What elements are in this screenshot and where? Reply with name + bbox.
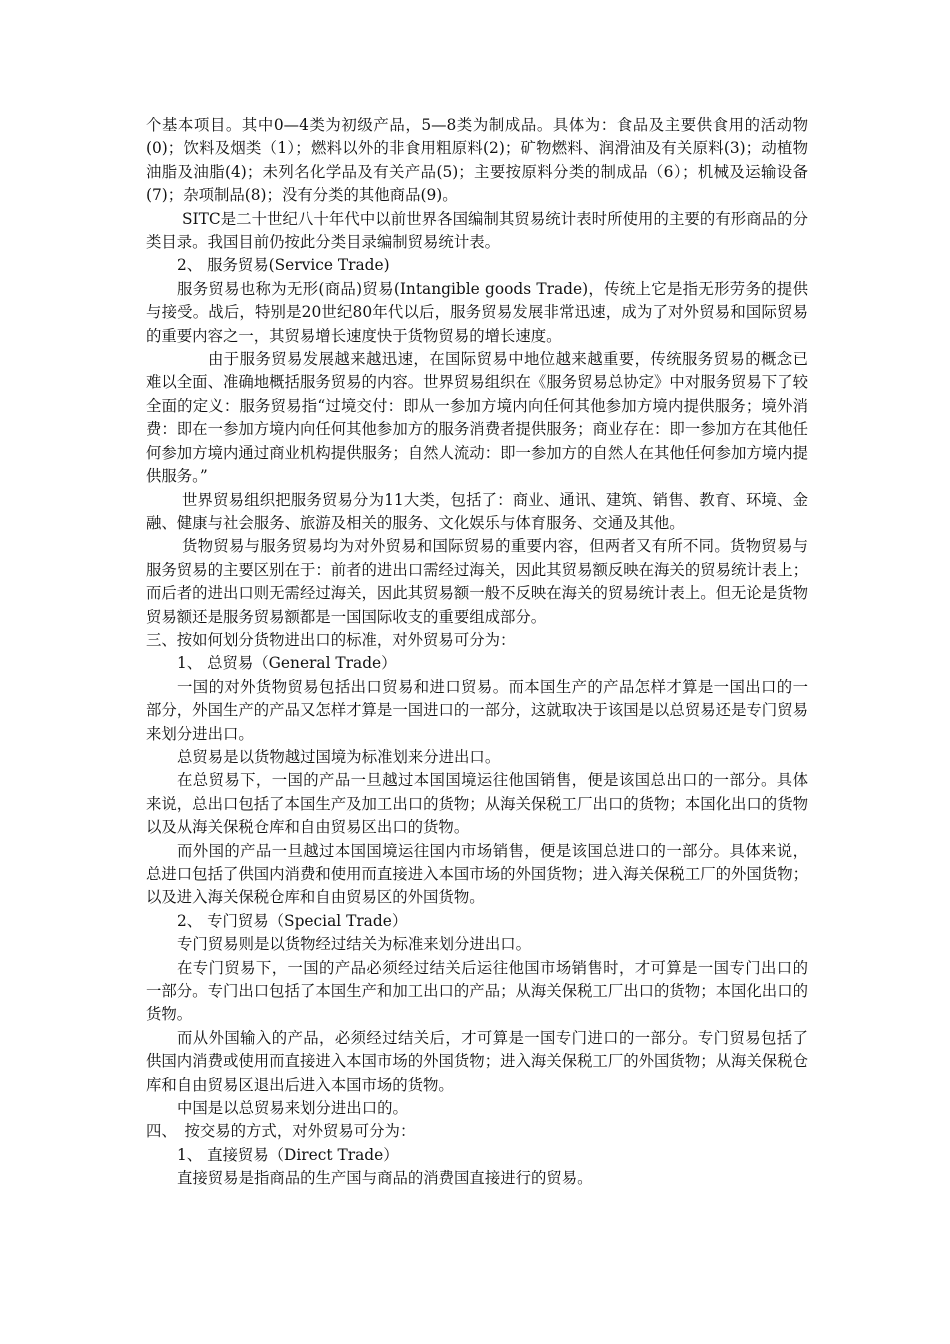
heading-direct-trade: 1、 直接贸易（Direct Trade） bbox=[177, 1145, 399, 1164]
paragraph-general-trade-definition: 总贸易是以货物越过国境为标准划来分进出口。 bbox=[177, 747, 501, 766]
paragraph-general-import: 而外国的产品一旦越过本国国境运往国内市场销售，便是该国总进口的一部分。具体来说，总进口包括了供国内消费和使用而直接进入本国市场的外国货物；进入海关保税工厂的外国货物；以及进入海关保税仓库和自由贸易区的外国货物。 bbox=[146, 841, 808, 907]
paragraph-service-trade-intro: 服务贸易也称为无形(商品)贸易(Intangible goods Trade)，传统上它是指无形劳务的提供与接受。战后，特别是20世纪80年代以后，服务贸易发展非常迅速，成为了对外贸易和国际贸易的重要内容之一，其贸易增长速度快于货物贸易的增长速度。 bbox=[146, 279, 808, 345]
heading-general-trade: 1、 总贸易（General Trade） bbox=[177, 654, 397, 673]
paragraph-china-trade: 中国是以总贸易来划分进出口的。 bbox=[177, 1099, 408, 1118]
paragraph-service-trade-categories: 世界贸易组织把服务贸易分为11大类，包括了：商业、通讯、建筑、销售、教育、环境、金融、健康与社会服务、旅游及相关的服务、文化娱乐与体育服务、交通及其他。 bbox=[146, 490, 808, 532]
heading-special-trade: 2、 专门贸易（Special Trade） bbox=[177, 911, 408, 930]
heading-section-three: 三、按如何划分货物进出口的标准，对外贸易可分为： bbox=[146, 630, 516, 649]
paragraph-sitc-categories: 个基本项目。其中0—4类为初级产品，5—8类为制成品。具体为：食品及主要供食用的活动物(0)；饮料及烟类（1）；燃料以外的非食用粗原料(2)；矿物燃料、润滑油及有关原料(3)；动植物油脂及油脂(4)；未列名化学品及有关产品(5)；主要按原料分类的制成品（6）；机械及运输设备(7)；杂项制品(8)；没有分类的其他商品(9)。 bbox=[146, 116, 808, 205]
paragraph-special-import: 而从外国输入的产品，必须经过结关后，才可算是一国专门进口的一部分。专门贸易包括了供国内消费或使用而直接进入本国市场的外国货物；进入海关保税工厂的外国货物；从海关保税仓库和自由贸易区退出后进入本国市场的货物。 bbox=[146, 1028, 808, 1094]
paragraph-direct-trade-definition: 直接贸易是指商品的生产国与商品的消费国直接进行的贸易。 bbox=[177, 1169, 593, 1188]
paragraph-sitc-description: SITC是二十世纪八十年代中以前世界各国编制其贸易统计表时所使用的主要的有形商品的分类目录。我国目前仍按此分类目录编制贸易统计表。 bbox=[146, 209, 808, 252]
paragraph-goods-vs-service: 货物贸易与服务贸易均为对外贸易和国际贸易的重要内容，但两者又有所不同。货物贸易与服务贸易的主要区别在于：前者的进出口需经过海关，因此其贸易额反映在海关的贸易统计表上；而后者的进出口则无需经过海关，因此其贸易额一般不反映在海关的贸易统计表上。但无论是货物贸易额还是服务贸易额都是一国国际收支的重要组成部分。 bbox=[146, 537, 808, 626]
document-body bbox=[146, 114, 808, 1191]
paragraph-general-trade-intro: 一国的对外货物贸易包括出口贸易和进口贸易。而本国生产的产品怎样才算是一国出口的一部分，外国生产的产品又怎样才算是一国进口的一部分，这就取决于该国是以总贸易还是专门贸易来划分进出口。 bbox=[146, 677, 808, 743]
heading-section-four: 四、 按交易的方式，对外贸易可分为： bbox=[146, 1122, 416, 1141]
heading-service-trade: 2、 服务贸易(Service Trade) bbox=[177, 256, 390, 275]
paragraph-special-export: 在专门贸易下，一国的产品必须经过结关后运往他国市场销售时，才可算是一国专门出口的一部分。专门出口包括了本国生产和加工出口的产品；从海关保税工厂出口的货物；本国化出口的货物。 bbox=[146, 958, 808, 1024]
paragraph-general-export: 在总贸易下，一国的产品一旦越过本国国境运往他国销售，便是该国总出口的一部分。具体来说，总出口包括了本国生产及加工出口的货物；从海关保税工厂出口的货物；本国化出口的货物以及从海关保税仓库和自由贸易区出口的货物。 bbox=[146, 771, 808, 837]
paragraph-special-trade-definition: 专门贸易则是以货物经过结关为标准来划分进出口。 bbox=[177, 935, 531, 954]
paragraph-service-trade-definition: 由于服务贸易发展越来越迅速，在国际贸易中地位越来越重要，传统服务贸易的概念已难以全面、准确地概括服务贸易的内容。世界贸易组织在《服务贸易总协定》中对服务贸易下了较全面的定义：服务贸易指“过境交付：即从一参加方境内向任何其他参加方境内提供服务；境外消费：即在一参加方境内向任何其他参加方的服务消费者提供服务；商业存在：即一参加方在其他任何参加方境内通过商业机构提供服务；自然人流动：即一参加方的自然人在其他任何参加方境内提供服务。” bbox=[146, 350, 808, 486]
